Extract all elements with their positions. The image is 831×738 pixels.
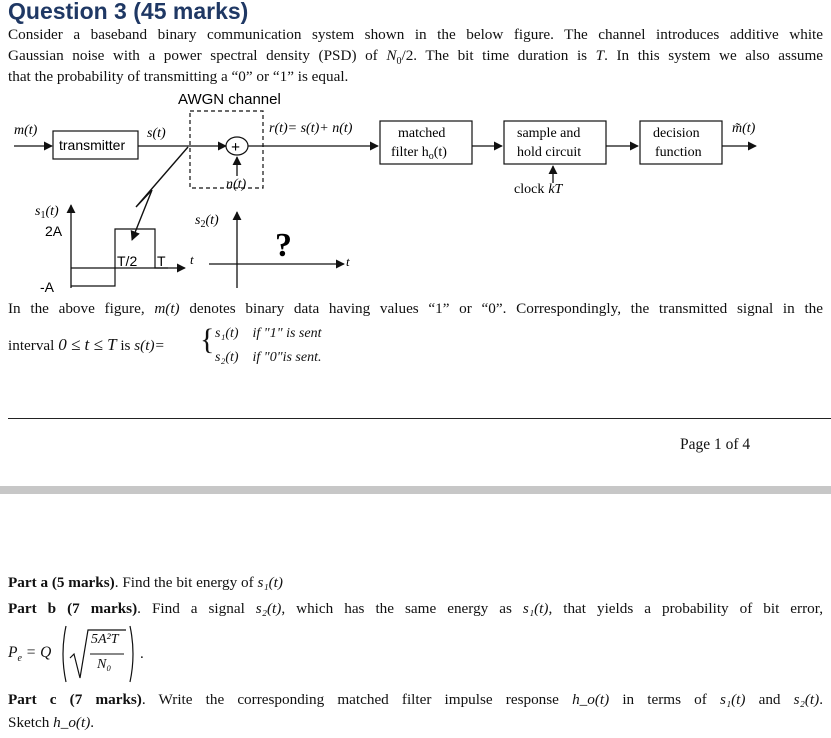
transmitter-label: transmitter — [59, 137, 126, 153]
body-text: is — [116, 337, 135, 354]
n0-subscript: 0 — [396, 56, 402, 68]
s1-axis-label: $s_1(t)$ — [35, 204, 59, 221]
matched-filter-line2: filter $h_o(t)$ — [391, 145, 447, 162]
st-label: s(t) — [147, 126, 166, 141]
intro-line-3: that the probability of transmitting a “0” or “1” is equal. — [8, 68, 349, 85]
s2-t-axis: t — [346, 254, 350, 269]
pe-denominator: N₀ — [97, 657, 112, 672]
body-text: In the above figure, — [8, 300, 155, 317]
case1-fn: s₁(t) — [215, 326, 239, 341]
case2-cond: if "0"is sent — [252, 350, 318, 365]
m-hat-label: m̃(t) — [732, 121, 756, 136]
cases-row-1 — [215, 325, 321, 343]
s1-amp-2a: 2A — [45, 223, 63, 239]
n0-divisor: /2 — [401, 47, 414, 64]
part-a-label: Part a (5 marks) — [8, 574, 115, 591]
n0-symbol: N — [386, 47, 397, 64]
s2-unknown-mark: ? — [275, 227, 292, 264]
decision-line2: function — [655, 145, 702, 160]
intro-text: . In this system we also assume — [604, 47, 824, 64]
intro-line-1: Consider a baseband binary communication system shown in the below figure. The channel introduces additive white — [8, 26, 823, 43]
interval-expr: 0 ≤ t ≤ T — [58, 335, 117, 354]
after-figure-line-1 — [8, 298, 823, 319]
pe-period: . — [140, 646, 144, 662]
part-c-text: in terms of — [609, 691, 720, 708]
part-a-text: . Find the bit energy of — [114, 574, 258, 591]
part-c-period: . — [90, 714, 95, 731]
footer-rule — [8, 418, 831, 419]
after-figure-line-2 — [8, 326, 165, 354]
part-c-math: h_o(t) — [53, 714, 91, 731]
bit-duration-symbol: T — [595, 47, 605, 64]
s1-t-half: T/2 — [117, 253, 138, 269]
s1-t-axis: t — [190, 252, 194, 267]
part-c-text: . Write the corresponding matched filter impulse response — [141, 691, 573, 708]
part-b-text: . Find a signal — [137, 600, 256, 617]
case2-fn: s₂(t) — [215, 350, 239, 365]
pe-numerator: 5A²T — [91, 632, 119, 647]
part-c-text: Sketch — [8, 714, 54, 731]
part-c-period: . — [819, 691, 823, 708]
part-c-math: s₁(t) — [719, 691, 746, 708]
st-expr: s(t)= — [134, 337, 165, 354]
question-title: Question 3 (45 marks) — [8, 0, 249, 24]
part-c-line-2 — [8, 712, 823, 733]
adder-plus: + — [231, 139, 241, 156]
s1-t-full: T — [157, 253, 166, 269]
waveform-pointer — [132, 147, 188, 240]
part-b-label: Part b (7 marks) — [8, 600, 138, 617]
body-text: interval — [8, 337, 59, 354]
page-number: Page 1 of 4 — [680, 436, 751, 453]
part-a-math: s₁(t) — [257, 574, 283, 591]
part-c-text: and — [745, 691, 794, 708]
matched-filter-line1: matched — [398, 126, 446, 141]
part-b — [8, 598, 823, 619]
part-c-line-1 — [8, 689, 823, 710]
part-b-math: s₁(t) — [522, 600, 549, 617]
decision-line1: decision — [653, 126, 700, 141]
intro-text: . The bit time duration is — [413, 47, 596, 64]
mt-input-label: m(t) — [14, 123, 38, 138]
clock-label: clock kT — [514, 182, 563, 197]
awgn-label: AWGN channel — [178, 91, 281, 108]
page-break-gap — [0, 486, 831, 494]
part-c-math: h_o(t) — [572, 691, 610, 708]
sample-hold-line1: sample and — [517, 126, 581, 141]
cases-row-2 — [215, 349, 321, 367]
cases-brace: { — [200, 323, 215, 356]
pe-subscript: e — [17, 653, 22, 665]
part-b-math: s₂(t) — [255, 600, 282, 617]
part-c-label: Part c (7 marks) — [8, 691, 142, 708]
case1-cond: if "1" is sent — [252, 326, 322, 341]
period: . — [317, 350, 322, 365]
intro-text: Gaussian noise with a power spectral density (PSD) of — [8, 47, 387, 64]
rt-label: r(t)= s(t)+ n(t) — [269, 121, 353, 136]
part-b-text: , that yields a probability of bit error, — [548, 600, 824, 617]
part-a — [8, 572, 823, 593]
system-block-diagram — [0, 0, 831, 310]
pe-formula-lhs — [8, 644, 51, 664]
pe-symbol: P — [8, 644, 18, 661]
part-c-math: s₂(t) — [793, 691, 820, 708]
body-text: denotes binary data having values “1” or “0”. Correspondingly, the transmitted signal in the — [179, 300, 823, 317]
nt-label: n(t) — [226, 177, 247, 192]
sample-hold-line2: hold circuit — [517, 145, 582, 160]
part-b-text: , which has the same energy as — [281, 600, 523, 617]
s1-amp-neg-a: -A — [40, 279, 54, 295]
mt-symbol: m(t) — [154, 300, 180, 317]
s2-axis-label: $s_2(t)$ — [195, 213, 219, 230]
q-function: = Q — [21, 644, 52, 661]
